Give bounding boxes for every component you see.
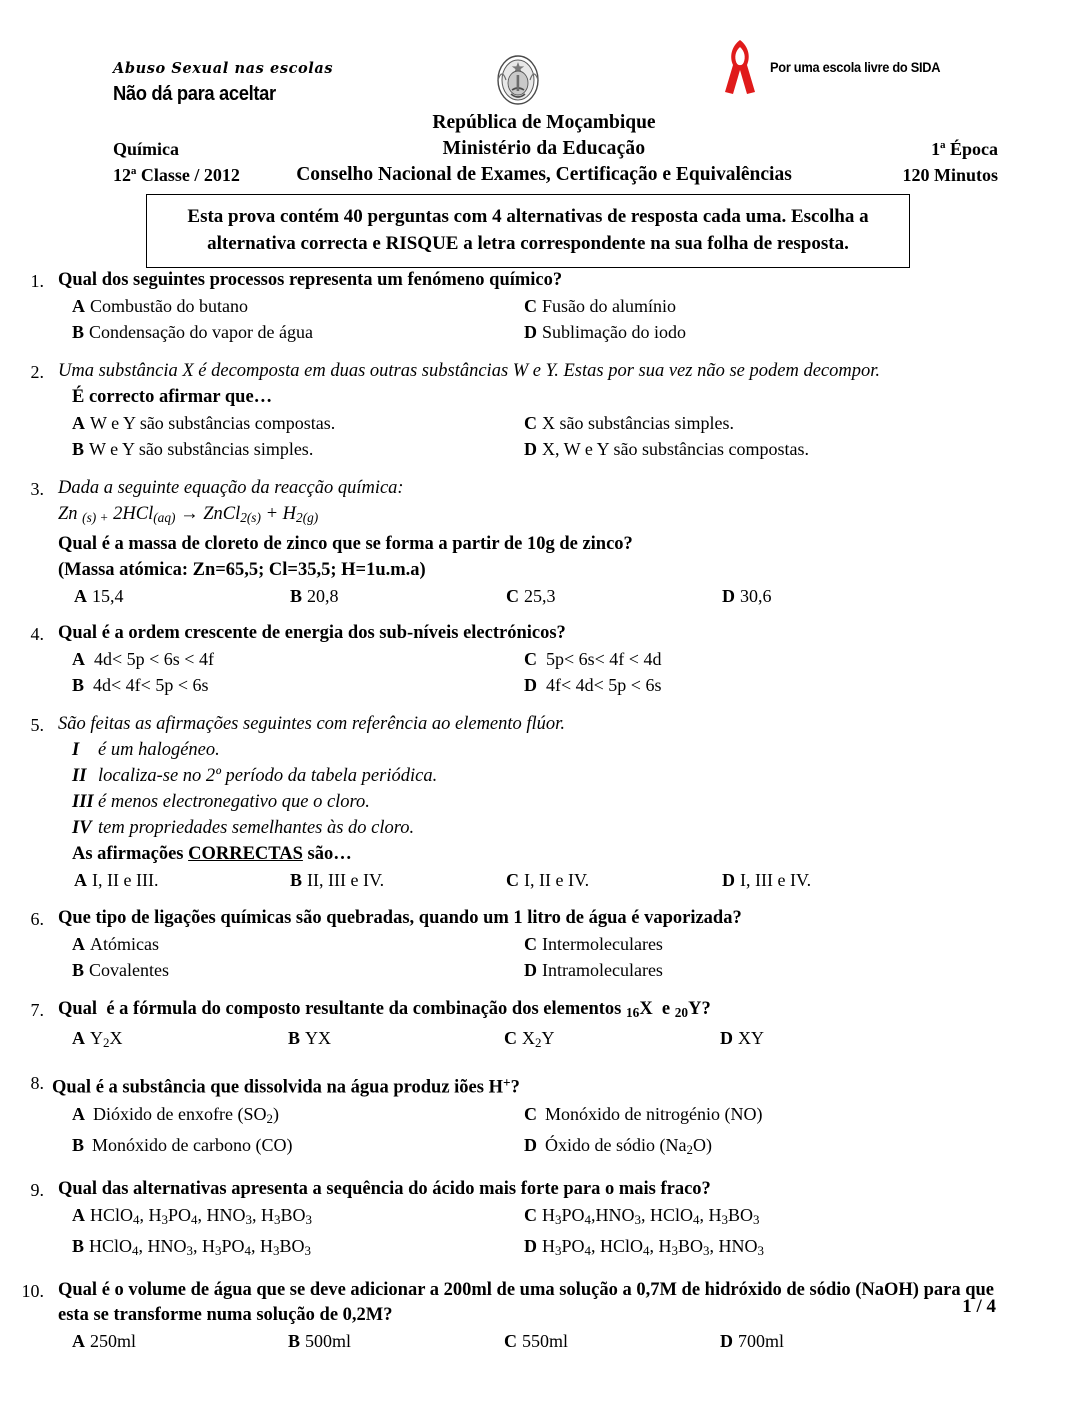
option-d[interactable]: D 4f< 4d< 5p < 6s [524, 674, 662, 695]
question-stem: Qual é o volume de água que se deve adicionar a 200ml de uma solução a 0,7M de hidróxido de sódio (NaOH) para que esta se transforme numa solução de 0,2M? [58, 1279, 995, 1325]
options-group [58, 646, 998, 698]
option-b[interactable]: B 4d< 4f< 5p < 6s [72, 674, 209, 695]
option-c[interactable]: C Monóxido de nitrogénio (NO) [524, 1103, 763, 1124]
question-sub-stem: É correcto afirmar que… [72, 387, 273, 407]
option-a[interactable]: A I, II e III. [74, 869, 159, 890]
statements-list [58, 737, 998, 841]
option-d[interactable]: D 700ml [720, 1330, 785, 1351]
campaign-slogan [113, 60, 443, 106]
question-stem: Uma substância X é decomposta em duas outras substâncias W e Y. Estas por sua vez não se podem decompor. [58, 361, 881, 381]
option-b[interactable]: B Covalentes [72, 959, 169, 980]
options-group [58, 867, 998, 893]
question-stem: Qual das alternativas apresenta a sequência do ácido mais forte para o mais fraco? [58, 1178, 711, 1199]
question-stem: Qual dos seguintes processos representa um fenómeno químico? [58, 270, 563, 290]
option-d[interactable]: D XY [720, 1027, 764, 1048]
question-number: 7. [30, 999, 44, 1020]
option-d[interactable]: D Óxido de sódio $(Na_2O)$ [524, 1134, 712, 1157]
option-c[interactable]: C I, II e IV. [506, 869, 590, 890]
sida-ribbon-label: Por uma escola livre do SIDA [770, 60, 941, 75]
question-number: 3. [30, 479, 44, 499]
options-group [58, 931, 1048, 983]
option-d[interactable]: D Sublimação do iodo [524, 322, 686, 342]
class-year: 12ª Classe / 2012 [113, 165, 240, 185]
page-header [0, 0, 1088, 185]
option-c[interactable]: C 25,3 [506, 585, 556, 606]
council-name: Conselho Nacional de Exames, Certificação e Equivalências [296, 164, 792, 185]
exam-epoch: 1ª Época [931, 139, 998, 159]
aids-ribbon-icon [712, 36, 768, 98]
option-a[interactable]: A W e Y são substâncias compostas. [72, 413, 336, 433]
statement-i: I é um halogéneo. [72, 739, 220, 760]
question-10 [0, 1278, 1088, 1354]
options-group [58, 410, 998, 462]
options-group [58, 1202, 998, 1264]
question-stem: Qual é a fórmula do composto resultante da combinação dos elementos 16X e 20Y? [58, 998, 711, 1020]
option-b[interactable]: B II, III e IV. [290, 869, 385, 890]
option-c[interactable]: C X são substâncias simples. [524, 413, 734, 433]
question-stem: Qual é a ordem crescente de energia dos sub-níveis electrónicos? [58, 622, 566, 643]
sida-ribbon-block [712, 36, 949, 98]
statement-ii: II localiza-se no 2º período da tabela periódica. [72, 765, 438, 786]
option-a[interactable]: A HClO$_4$, $H_3PO_4$, $HNO_3$, $H_3BO_3$ [72, 1204, 312, 1227]
mozambique-emblem-icon [492, 50, 544, 108]
exam-duration: 120 Minutos [902, 165, 998, 185]
option-c[interactable]: C $H_3PO_4,HNO_3$, HClO$_4$, $H_3BO_3$ [524, 1204, 760, 1227]
option-d[interactable]: D $H_3PO_4$, HClO$_4$, $H_3BO_3$, $HNO_3$ [524, 1235, 764, 1258]
question-stem: Dada a seguinte equação da reacção química: [58, 478, 404, 498]
option-d[interactable]: D I, III e IV. [722, 869, 812, 890]
question-stem: São feitas as afirmações seguintes com referência ao elemento flúor. [58, 713, 565, 734]
option-b[interactable]: B Monóxido de carbono (CO) [72, 1134, 293, 1155]
statement-iv: IV tem propriedades semelhantes às do cloro. [72, 817, 415, 838]
option-b[interactable]: B 20,8 [290, 585, 339, 606]
subject-name: Química [113, 139, 179, 159]
option-d[interactable]: D X, W e Y são substâncias compostas. [524, 439, 809, 459]
question-stem: Qual é a substância que dissolvida na água produz iões H+? [52, 1074, 520, 1098]
question-number: 5. [30, 714, 44, 735]
question-8 [0, 1070, 1088, 1163]
option-c[interactable]: C 5p< 6s< 4f < 4d [524, 648, 662, 669]
question-number: 4. [30, 623, 44, 644]
option-b[interactable]: B HClO$_4$, $HNO_3$, $H_3PO_4$, $H_3BO_3$ [72, 1235, 311, 1258]
question-sub-stem-2: (Massa atómica: Zn=65,5; Cl=35,5; H=1u.m.a) [58, 559, 426, 580]
country-name: República de Moçambique [432, 112, 656, 133]
question-number: 6. [30, 908, 44, 929]
options-group [58, 1025, 1048, 1056]
questions-list [0, 268, 1088, 1366]
question-sub-stem: As afirmações CORRECTAS são… [72, 843, 352, 864]
question-6 [0, 906, 1088, 983]
option-a[interactable]: A $Y_2X$ [72, 1027, 123, 1050]
option-b[interactable]: B W e Y são substâncias simples. [72, 439, 314, 459]
option-c[interactable]: C $X_2Y$ [504, 1027, 555, 1050]
option-a[interactable]: A Atómicas [72, 933, 159, 954]
question-3 [0, 476, 1088, 609]
option-a[interactable]: A Dióxido de enxofre $(SO_2)$ [72, 1103, 279, 1126]
option-d[interactable]: D Intramoleculares [524, 959, 663, 980]
question-number: 1. [30, 271, 44, 291]
question-7 [0, 997, 1088, 1056]
instruction-text: Esta prova contém 40 perguntas com 4 alternativas de resposta cada uma. Escolha a alternativa correcta e RISQUE a letra correspondente na sua folha de resposta. [187, 206, 869, 254]
question-number: 10. [21, 1280, 44, 1301]
question-2 [0, 359, 1088, 462]
question-1 [0, 268, 1088, 345]
options-group [58, 293, 998, 345]
option-d[interactable]: D 30,6 [722, 585, 772, 606]
option-b[interactable]: B Condensação do vapor de água [72, 322, 313, 342]
campaign-slogan-line2: Não dá para aceltar [113, 83, 276, 105]
council-name-row [0, 162, 1088, 188]
question-number: 8. [30, 1072, 44, 1093]
page-number: 1 / 4 [962, 1296, 996, 1317]
option-b[interactable]: B 500ml [288, 1330, 352, 1351]
options-group [58, 583, 998, 609]
question-stem: Que tipo de ligações químicas são quebradas, quando um 1 litro de água é vaporizada? [58, 907, 742, 928]
ministry-name: Ministério da Educação [442, 138, 646, 159]
option-c[interactable]: C Intermoleculares [524, 933, 663, 954]
question-number: 2. [30, 362, 44, 382]
campaign-slogan-line1: Abuso Sexual nas escolas [113, 60, 334, 77]
chemical-equation: Zn (s) + 2HCl(aq) → ZnCl2(s) + H2(g) [58, 504, 319, 525]
option-a[interactable]: A 4d< 5p < 6s < 4f [72, 648, 214, 669]
options-group [58, 1101, 998, 1163]
question-9 [0, 1177, 1088, 1264]
option-b[interactable]: B YX [288, 1027, 332, 1048]
statement-iii: III é menos electronegativo que o cloro. [72, 791, 370, 812]
question-sub-stem: Qual é a massa de cloreto de zinco que se forma a partir de 10g de zinco? [58, 533, 633, 554]
option-a[interactable]: A Combustão do butano [72, 296, 248, 316]
option-c[interactable]: C 550ml [504, 1330, 569, 1351]
correctas-emphasis: CORRECTAS [188, 843, 303, 864]
option-c[interactable]: C Fusão do alumínio [524, 296, 676, 316]
option-a[interactable]: A 250ml [72, 1330, 137, 1351]
instruction-box [146, 194, 910, 268]
question-5 [0, 712, 1088, 893]
option-a[interactable]: A 15,4 [74, 585, 124, 606]
question-number: 9. [30, 1179, 44, 1200]
question-4 [0, 621, 1088, 698]
options-group [58, 1328, 1016, 1354]
